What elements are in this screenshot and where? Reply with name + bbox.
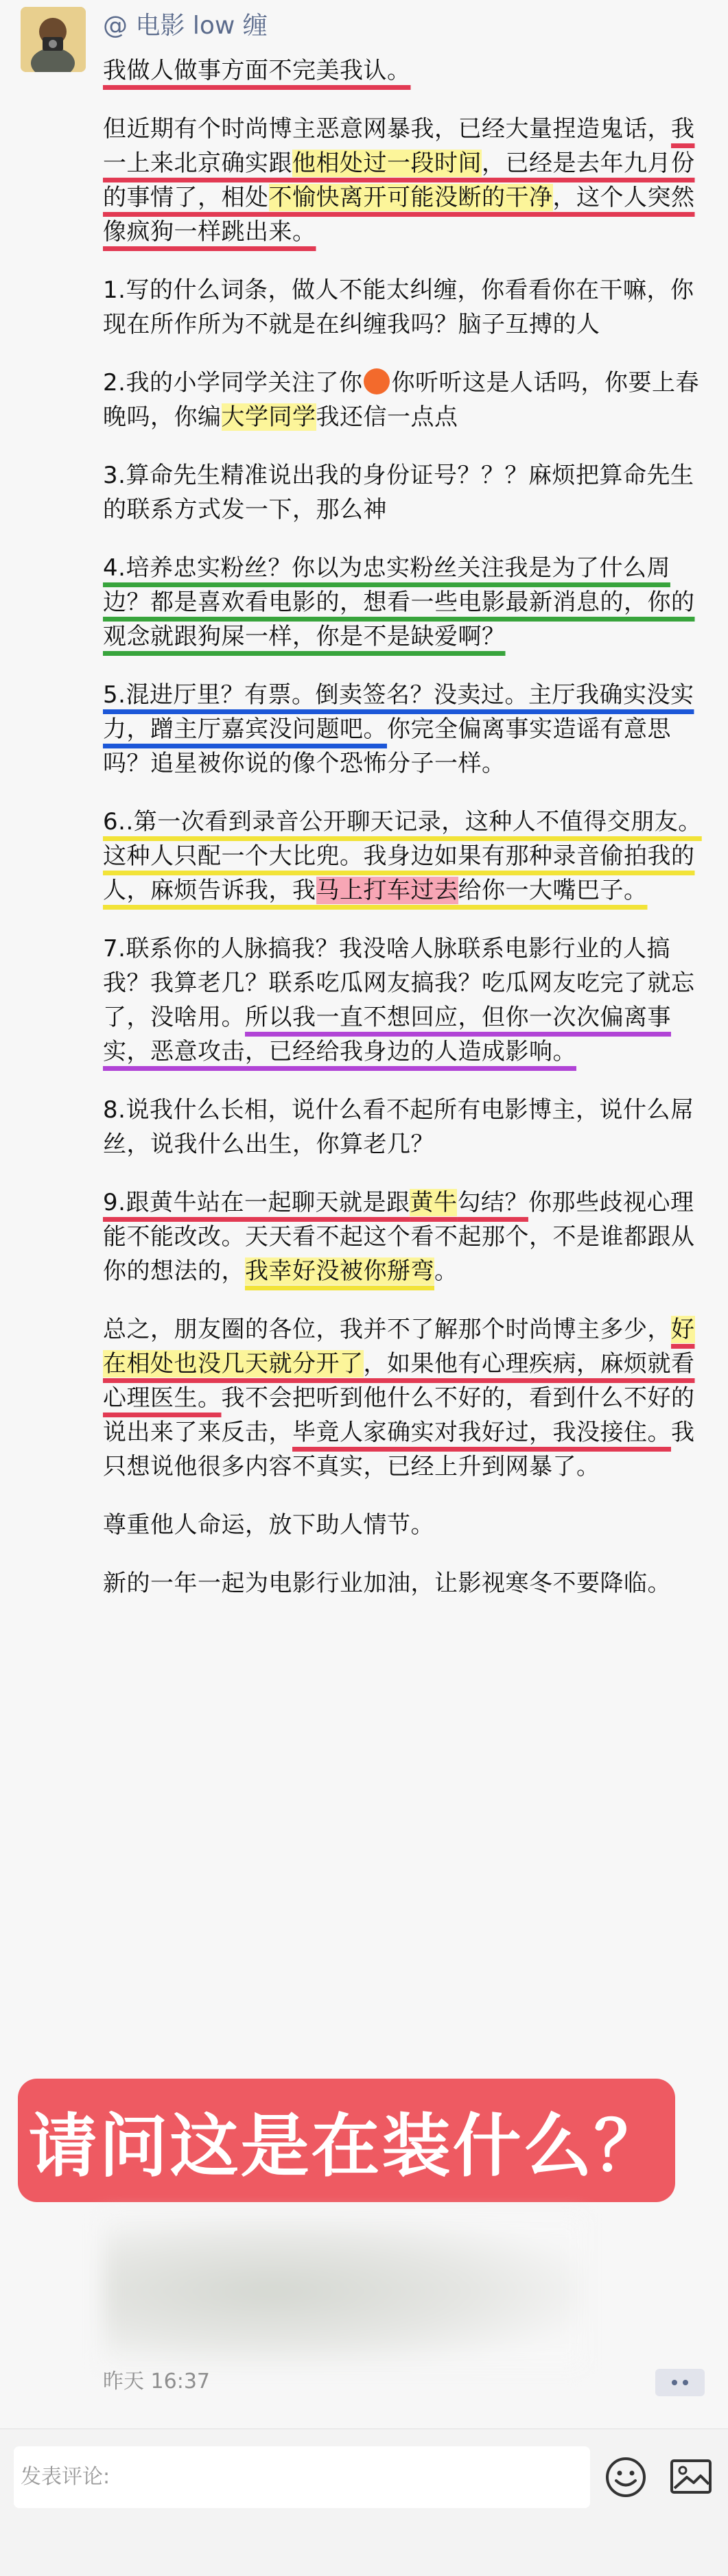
- post-paragraph: [103, 1566, 707, 1600]
- avatar[interactable]: [21, 7, 86, 72]
- paragraph-text: 你听听这是人话吗，你要上春晚吗，你编: [103, 369, 699, 431]
- paragraph-text: 总之，朋友圈的各位，我并不了解那个时尚博主多少，: [103, 1316, 671, 1343]
- highlighted-text: 5.混进厅里？有票。倒卖签名？没卖过。主厅我确实没实力，蹭主厅嘉宾没问题吧。: [103, 681, 694, 743]
- highlighted-text: 他相处过一段时间: [292, 150, 482, 177]
- paragraph-text: 你那些歧视心理能不能改改。天天看不起这个看不起那个，不是谁都跟从你的想法的，: [103, 1189, 695, 1285]
- more-icon-dot: [683, 2380, 688, 2385]
- post-timestamp: 昨天 16:37: [103, 2370, 210, 2394]
- post-paragraph: [103, 1093, 707, 1161]
- highlighted-text: 好在相处也没几天就分开了: [103, 1316, 695, 1378]
- angry-emoji-icon: [364, 368, 390, 394]
- post-content: [103, 54, 707, 1624]
- post-paragraph: [103, 112, 707, 249]
- image-button[interactable]: [669, 2457, 713, 2498]
- paragraph-text: 我还信一点点: [316, 403, 458, 431]
- highlighted-text: 我做人做事方面不完美我认。: [103, 57, 411, 84]
- comment-input[interactable]: 发表评论:: [14, 2446, 590, 2508]
- post-paragraph: [103, 678, 707, 781]
- paragraph-text: 尊重他人命运，放下助人情节。: [103, 1511, 434, 1539]
- paragraph-text: 新的一年一起为电影行业加油，让影视寒冬不要降临。: [103, 1570, 671, 1597]
- highlighted-text: 所以我一直不想回应，但你一次次偏离事实，恶意攻击，已经给我身边的人造成影响。: [103, 1004, 671, 1065]
- highlighted-text: 毕竟人家确实对我好过，我没接住。: [292, 1419, 671, 1446]
- post-paragraph: [103, 54, 707, 88]
- paragraph-text: 我不会把听到他什么不好的，看到什么不好的说出来了来反击，: [103, 1384, 695, 1446]
- paragraph-text: 但近期有个时尚博主恶意网暴我，已经大量捏造鬼话，: [103, 115, 671, 143]
- paragraph-text: 7.联系你的人脉搞我？我没啥人脉联系电影行业的人搞我？我算老几？联系吃瓜网友搞我？吃瓜网友吃完了就忘了，没啥用。: [103, 935, 695, 1031]
- post-paragraph: [103, 1185, 707, 1288]
- emoji-icon: [604, 2455, 648, 2499]
- post-paragraph: [103, 458, 707, 527]
- author-name[interactable]: @ 电影 low 缠: [103, 12, 268, 40]
- highlighted-text: 4.培养忠实粉丝？你以为忠实粉丝关注我是为了什么周边？都是喜欢看电影的，想看一些电影最新消息的，你的观念就跟狗屎一样，你是不是缺爱啊？: [103, 554, 695, 650]
- emoji-button[interactable]: [604, 2455, 648, 2499]
- highlighted-text: 黄牛: [410, 1189, 458, 1216]
- comment-bar: [0, 2429, 728, 2576]
- paragraph-text: 8.说我什么长相，说什么看不起所有电影博主，说什么屌丝，说我什么出生，你算老几？: [103, 1096, 694, 1158]
- highlighted-text: 我一上来北京确实跟: [103, 115, 695, 177]
- paragraph-text: 我只想说他很多内容不真实，已经上升到网暴了。: [103, 1419, 695, 1480]
- blurred-image: [103, 2216, 583, 2367]
- paragraph-text: 2.我的小学同学关注了你: [103, 369, 363, 397]
- post-paragraph: [103, 805, 707, 908]
- post-paragraph: [103, 1312, 707, 1484]
- highlighted-text: 我幸好没被你掰弯: [245, 1257, 434, 1285]
- highlighted-text: ，如果他有心理疾病，麻烦就看心理医生。: [103, 1350, 695, 1412]
- paragraph-text: 你完全偏离事实造谣有意思吗？追星被你说的像个恐怖分子一样。: [103, 716, 671, 777]
- highlighted-text: 勾结？: [457, 1189, 528, 1216]
- highlighted-text: 9.跟黄牛站在一起聊天就是跟: [103, 1189, 410, 1216]
- highlighted-text: 给你一大嘴巴子。: [458, 877, 648, 904]
- post-paragraph: [103, 551, 707, 654]
- paragraph-text: 1.写的什么词条，做人不能太纠缠，你看看你在干嘛，你现在所作所为不就是在纠缠我吗？脑子互搏的人: [103, 276, 694, 338]
- post-paragraph: [103, 932, 707, 1069]
- highlighted-text: ，这个人突然像疯狗一样跳出来。: [103, 184, 695, 246]
- highlighted-text: ，已经是去年九月份的事情了，相处: [103, 150, 695, 211]
- paragraph-text: 。: [434, 1257, 458, 1285]
- post-paragraph: [103, 366, 707, 434]
- image-icon: [669, 2457, 713, 2498]
- caption-banner: 请问这是在装什么？: [18, 2079, 675, 2202]
- post-paragraph: [103, 1508, 707, 1542]
- highlighted-text: 马上打车过去: [316, 877, 458, 904]
- more-icon: [672, 2380, 677, 2385]
- paragraph-text: 3.算命先生精准说出我的身份证号？？？麻烦把算命先生的联系方式发一下，那么神: [103, 462, 694, 523]
- more-button[interactable]: [655, 2369, 705, 2396]
- highlighted-text: 大学同学: [221, 403, 316, 431]
- highlighted-text: 6..第一次看到录音公开聊天记录，这种人不值得交朋友。这种人只配一个大比兜。我身边如果有那种录音偷拍我的人，麻烦告诉我，我: [103, 808, 702, 904]
- post-paragraph: [103, 273, 707, 342]
- avatar-photo-icon: [21, 7, 86, 72]
- highlighted-text: 不愉快离开可能没断的干净: [268, 184, 553, 211]
